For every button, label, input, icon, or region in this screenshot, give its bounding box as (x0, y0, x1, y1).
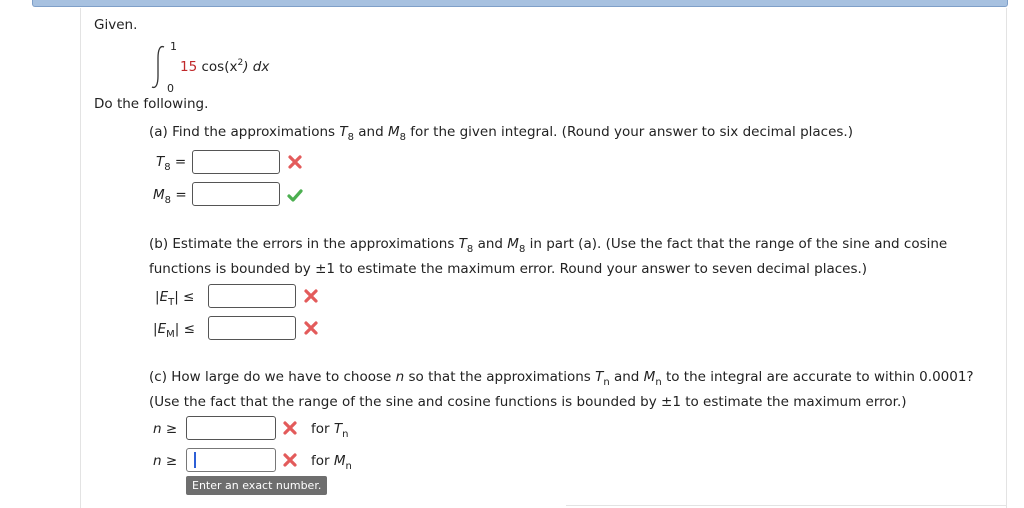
integrand-differential: ) dx (243, 59, 270, 75)
given-label: Given. (94, 17, 138, 33)
for-mn-label: for $M_n$ (311, 453, 352, 472)
integrand-function: cos(x (201, 59, 238, 75)
t8-input[interactable] (192, 150, 280, 174)
content-border-left (80, 8, 81, 508)
t8-label: $T_8$ = (156, 154, 187, 173)
instruction-text: Do the following. (94, 96, 209, 112)
part-c-prompt-line2: (Use the fact that the range of the sine and cosine functions is bounded by ±1 to estimate the maximum error.) (149, 394, 907, 410)
content-border-bottom (566, 505, 1006, 506)
integrand-coefficient: 15 (180, 59, 198, 75)
incorrect-x-icon (302, 319, 320, 337)
integral-lower-limit: 0 (167, 82, 174, 95)
input-hint-tooltip: Enter an exact number. (186, 476, 327, 495)
incorrect-x-icon (302, 287, 320, 305)
incorrect-x-icon (281, 419, 299, 437)
et-error-input[interactable] (208, 284, 296, 308)
integrand-exponent: 2 (237, 58, 244, 68)
integral-upper-limit: 1 (170, 40, 177, 53)
part-c-prompt-line1: (c) How large do we have to choose n so that the approximations $T_n$ and $M_n$ to the integral are accurate to within 0.0001? (149, 369, 974, 388)
text-caret (194, 452, 196, 468)
part-b-prompt-line1: (b) Estimate the errors in the approximations $T_8$ and $M_8$ in part (a). (Use the fact that the range of the sine and cosine (149, 236, 948, 255)
et-error-label: $|E_T|$ ≤ (155, 289, 195, 308)
m8-label: $M_8$ = (153, 187, 187, 206)
em-error-input[interactable] (208, 316, 296, 340)
correct-check-icon (286, 186, 304, 204)
integrand (180, 59, 269, 75)
n-for-mn-input[interactable] (186, 448, 276, 472)
integral-expression (150, 40, 300, 100)
part-a-prompt: (a) Find the approximations $T_8$ and $M_8$ for the given integral. (Round your answer to six decimal places.) (149, 124, 853, 143)
incorrect-x-icon (286, 153, 304, 171)
for-tn-label: for $T_n$ (311, 421, 349, 440)
content-border-right (1006, 8, 1007, 508)
m8-input[interactable] (192, 182, 280, 206)
part-b-prompt-line2: functions is bounded by ±1 to estimate the maximum error. Round your answer to seven decimal places.) (149, 261, 868, 277)
incorrect-x-icon (281, 451, 299, 469)
n-for-tn-input[interactable] (186, 416, 276, 440)
n-tn-label: n ≥ (153, 421, 178, 437)
em-error-label: $|E_M|$ ≤ (153, 321, 195, 340)
top-banner-bar (32, 0, 1008, 7)
n-mn-label: n ≥ (153, 453, 178, 469)
